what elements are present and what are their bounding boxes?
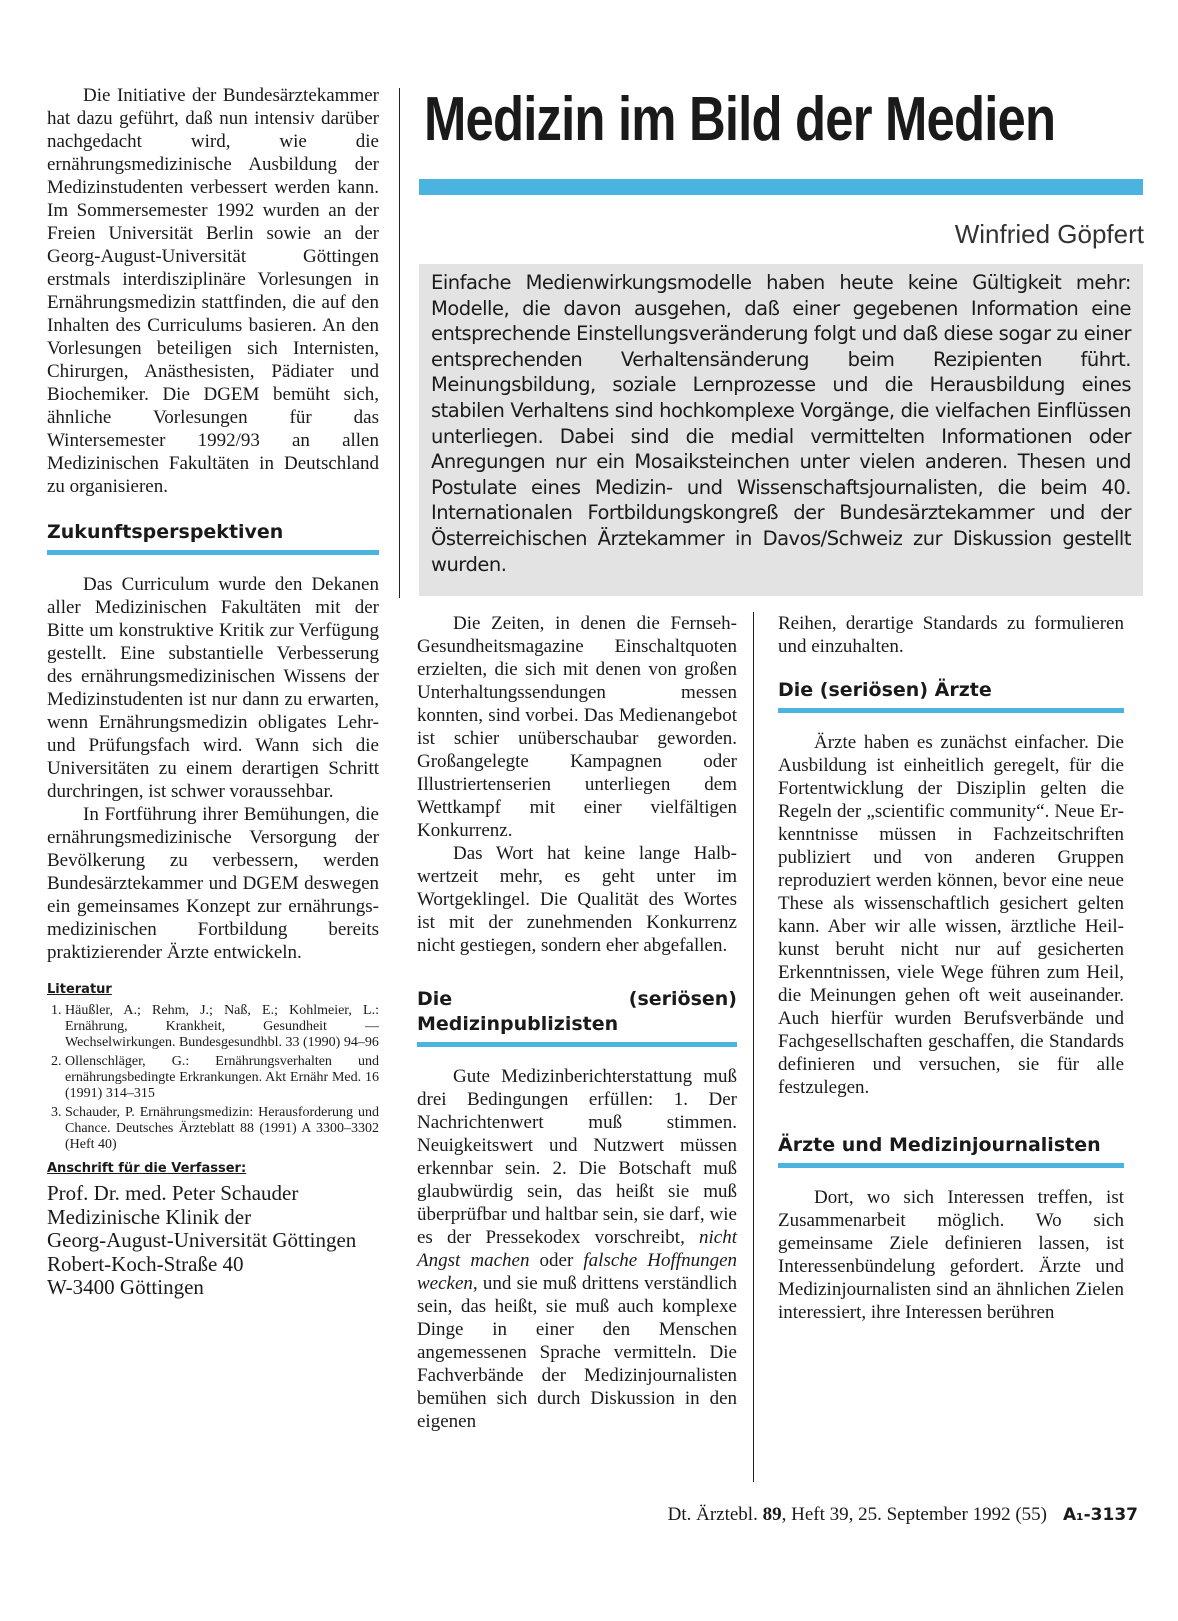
literatur-heading: Literatur	[47, 982, 112, 997]
address-line: Prof. Dr. med. Peter Schauder	[47, 1181, 299, 1205]
address-line: Medizinische Klinik der	[47, 1204, 252, 1229]
abstract-box: Einfache Medienwirkungsmodelle haben heute keine Gültigkeit mehr: Modelle, die davon ausgehen, daß einer gegebenen Information eine entsprechende Einstellungsveränderung folgt und daß diese sogar zu einer entsprechenden Verhaltensänderung beim Rezipienten führt. Meinungsbildung, soziale Lernprozesse und die Herausbildung eines stabilen Verhaltens sind hochkomplexe Vorgänge, die vielfachen Einflüssen unterliegen. Dabei sind die medial vermittelten Informationen oder Anregungen nur ein Mosaiksteinchen unter vielen anderen. Thesen und Postulate eines Medizin- und Wissenschaftsjournalisten, die beim 40. Internationalen Fortbildungskongreß der Bundesärztekammer und der Österreichischen Ärztekammer in Davos/Schweiz zur Diskussion gestellt wurden.	[419, 264, 1143, 596]
text-run: oder	[529, 1250, 584, 1271]
page-number: A₁-3137	[1063, 1505, 1138, 1525]
title-accent-bar	[419, 179, 1143, 195]
column-rule-lower	[753, 612, 754, 1482]
address-line: W-3400 Göttingen	[47, 1275, 204, 1299]
page-footer	[668, 1504, 1138, 1526]
paragraph: Reihen, derartige Standards zu formulieren und einzuhalten.	[778, 613, 1124, 657]
left-column	[47, 84, 379, 1300]
text-run: und sie muß drittens verständlich sein, das heißt, sie muß auch komplexe Dinge in einer den Menschen angemessenen Sprache vermitteln. Die Fachverbände der Medizinjournalisten bemühen sich durch Diskussion in den eigenen	[417, 1273, 737, 1432]
paragraph: In Fortführung ihrer Bemühungen, die ernährungsmedizinische Versorgung der Bevölkerung zu verbessern, werden Bundesärztekammer und DGEM deswegen ein gemeinsames Konzept zur ernährungsmedizinischen Fortbildung bereits praktizierender Ärzte entwickeln.	[47, 804, 379, 963]
right-column	[778, 612, 1124, 1324]
paragraph: Das Wort hat keine lange Halbwertzeit mehr, es geht unter im Wortgeklingel. Die Qualität des Wortes ist mit der zunehmenden Konkurrenz nicht gestiegen, sondern eher abgefallen.	[417, 843, 737, 956]
reference-item: 3. Schauder, P. Ernährungsmedizin: Herausforderung und Chance. Deutsches Ärzteblatt 88 (1991) A 3300–3302 (Heft 40)	[65, 1105, 379, 1153]
middle-column	[417, 612, 737, 1433]
address-block	[47, 1182, 379, 1300]
text-run: Gute Medizinberichterstattung muß drei Bedingungen erfüllen: 1. Der Nachrichtenwert muß stimmen. Neuigkeitswert und Nutzwert müssen erkennbar sein. 2. Die Botschaft muß glaubwürdig sein, das heißt sie muß überprüfbar und haltbar sein, sie darf, wie es der Pressekodex vorschreibt,	[417, 1066, 737, 1248]
reference-list	[47, 1003, 379, 1153]
section-heading-zukunftsperspektiven: Zukunftsperspektiven	[47, 520, 379, 555]
address-line: Robert-Koch-Straße 40	[47, 1251, 244, 1276]
column-rule-upper	[399, 88, 400, 598]
paragraph: Ärzte haben es zunächst einfacher. Die Ausbildung ist einheitlich geregelt, für die Fortentwicklung der Disziplin gelten die Regeln der „scientific community“. Neue Erkenntnisse müssen in Fachzeitschriften publiziert und von anderen Gruppen reproduziert werden können, bevor eine neue These als wissenschaftlich gesichert gelten kann. Aber wir alle wissen, ärztliche Heilkunst beruht nicht nur auf gesicherten Erkenntnissen, viele Wege führen zum Heil, die Meinungen gehen oft weit auseinander. Auch hierfür wurden Berufsverbände und Fachgesellschaften geschaffen, die Standards definieren und versuchen, sie für alle festzulegen.	[778, 732, 1124, 1098]
paragraph: Die Zeiten, in denen die Fernseh-Gesundheitsmagazine Einschaltquoten erzielten, die sich mit denen von großen Unterhaltungssendungen messen konnten, sind vorbei. Das Medienangebot ist schier unüberschaubar geworden. Großangelegte Kampagnen oder Illustriertenserien unterliegen dem Wettkampf mit einer vielfältigen Konkurrenz.	[417, 613, 737, 841]
section-heading-medizinpublizisten: Die (seriösen) Medizinpublizisten	[417, 987, 737, 1047]
reference-item: 2. Ollenschläger, G.: Ernährungsverhalten und ernährungsbedingte Erkrankungen. Akt Ernähr Med. 16 (1991) 314–315	[65, 1054, 379, 1102]
address-heading: Anschrift für die Verfasser:	[47, 1161, 247, 1176]
paragraph	[417, 1065, 737, 1433]
reference-item: 1. Häußler, A.; Rehm, J.; Naß, E.; Kohlmeier, L.: Ernährung, Krankheit, Gesundheit — Wechselwirkungen. Bundesgesundhbl. 33 (1990) 94–96	[65, 1003, 379, 1051]
emphasis-text: falsche Hoffnungen wecken,	[417, 1250, 738, 1294]
citation-volume: 89	[762, 1504, 782, 1525]
section-heading-aerzte: Die (seriösen) Ärzte	[778, 678, 1124, 713]
citation-prefix: Dt. Ärztebl.	[667, 1504, 763, 1525]
page-title: Medizin im Bild der Medien	[424, 85, 1056, 154]
paragraph: Das Curriculum wurde den Dekanen aller Medizinischen Fakultäten mit der Bitte um konstruktive Kritik zur Verfügung gestellt. Eine substantielle Verbesserung des ernährungsmedizinischen Wissens der Medizinstudenten ist nur dann zu erwarten, wenn Ernährungsmedizin obligates Lehr- und Prüfungsfach wird. Wann sich die Universitäten zu einem derartigen Schritt durchringen, ist schwer voraussehbar.	[47, 574, 379, 802]
intro-paragraph: Die Initiative der Bundesärztekammer hat dazu geführt, daß nun intensiv darüber nachgedacht wird, wie die ernährungsmedizinische Ausbildung der Medizinstudenten verbessert werden kann. Im Sommersemester 1992 wurden an der Freien Universität Berlin sowie an der Georg-August-Universität Göttingen erstmals interdisziplinäre Vorlesungen in Ernährungsmedizin stattfinden, die auf den Inhalten des Curriculums basieren. An den Vorlesungen beteiligen sich Internisten, Chirurgen, Anästhesisten, Pädiater und Biochemiker. Die DGEM bemüht sich, ähnliche Vorlesungen für das Wintersemester 1992/93 an allen Medizinischen Fakultäten in Deutschland zu organisieren.	[47, 85, 379, 497]
paragraph: Dort, wo sich Interessen treffen, ist Zusammenarbeit möglich. Wo sich gemeinsame Ziele definieren lassen, ist Interessenbündelung gefordert. Ärzte und Medizinjournalisten sind an ähnlichen Zielen interessiert, ihre Interessen berühren	[778, 1187, 1124, 1323]
author-name: Winfried Göpfert	[954, 219, 1144, 249]
emphasis-text: nicht Angst machen	[417, 1227, 737, 1271]
address-line: Georg-August-Universität Göttingen	[47, 1228, 357, 1252]
citation-rest: , Heft 39, 25. September 1992 (55)	[781, 1504, 1048, 1525]
section-heading-aerzte-und-medizinjournalisten: Ärzte und Medizinjournalisten	[778, 1133, 1124, 1168]
